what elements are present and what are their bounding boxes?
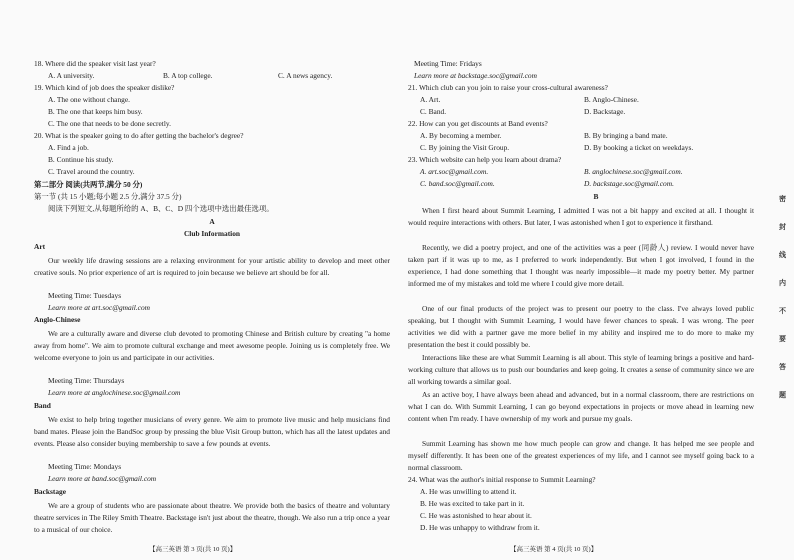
page-footer-right: 【高三英语 第 4 页(共 10 页)】 — [510, 546, 598, 553]
q19-stem: 19. Which kind of job does the speaker dislike? — [34, 83, 175, 92]
q24-option-b[interactable]: B. He was excited to take part in it. — [420, 499, 525, 508]
seal-line-notice — [776, 0, 794, 560]
q20-option-c[interactable]: C. Travel around the country. — [48, 167, 135, 176]
q24-stem: 24. What was the author's initial response to Summit Learning? — [408, 475, 596, 484]
passage-a-title: Club Information — [183, 229, 241, 238]
seal-char: 内 — [779, 279, 786, 287]
backstage-more: Learn more at backstage.soc@gmail.com — [414, 71, 537, 80]
q18-option-a[interactable]: A. A university. — [48, 71, 95, 80]
q24-option-a[interactable]: A. He was unwilling to attend it. — [420, 487, 517, 496]
q19-option-b[interactable]: B. The one that keeps him busy. — [48, 107, 143, 116]
passage-b-p2: Recently, we did a poetry project, and one of the activities was a peer (同龄人) review. I would never have taken part if it was up to me, as I preferred to work independently. But when I got involved, I found in the experience, I had done something that I thought was nearly impossible—it made my poetry better. My partner informed me of my mistakes and told me where I could give more detail. — [408, 243, 754, 289]
q23-option-c[interactable]: C. band.soc@gmail.com. — [420, 179, 495, 188]
q22-option-d[interactable]: D. By booking a ticket on weekdays. — [584, 143, 694, 152]
anglo-chinese-time: Meeting Time: Thursdays — [48, 376, 125, 385]
q20-stem: 20. What is the speaker going to do after getting the bachelor's degree? — [34, 131, 244, 140]
anglo-chinese-heading: Anglo-Chinese — [34, 315, 81, 324]
section1-heading: 第一节 (共 15 小题;每小题 2.5 分,满分 37.5 分) — [34, 192, 182, 201]
band-time: Meeting Time: Mondays — [48, 462, 122, 471]
q24-option-c[interactable]: C. He was astonished to hear about it. — [420, 511, 532, 520]
passage-a-letter: A — [209, 217, 215, 226]
anglo-chinese-text: We are a culturally aware and diverse club devoted to promoting Chinese and British culture by creating "a home away from home". We aim to promote cultural exchange and meet awesome people. Joining us is completely free. We welcome everyone to join us and participate in our activities. — [34, 329, 390, 363]
passage-b-p4: Interactions like these are what Summit Learning is all about. This style of learning brings a positive and hard-working culture that allows us to push our boundaries and keep going. It creates a sense of community since we are all working towards a similar goal. — [408, 353, 754, 387]
q18-option-b[interactable]: B. A top college. — [163, 71, 213, 80]
q22-option-b[interactable]: B. By bringing a band mate. — [584, 131, 668, 140]
art-more: Learn more at art.soc@gmail.com — [48, 303, 150, 312]
backstage-text: We are a group of students who are passionate about theatre. We provide both the basics of theatre and voluntary theatre services in The Riley Smith Theatre. Backstage isn't just about the theatre, though. We also run a trip once a year to a musical of our choice. — [34, 501, 390, 535]
seal-char: 不 — [779, 307, 786, 315]
q21-option-c[interactable]: C. Band. — [420, 107, 447, 116]
q18-option-c[interactable]: C. A news agency. — [278, 71, 333, 80]
q20-option-a[interactable]: A. Find a job. — [48, 143, 89, 152]
backstage-time: Meeting Time: Fridays — [414, 59, 482, 68]
q22-option-c[interactable]: C. By joining the Visit Group. — [420, 143, 510, 152]
passage-b-letter: B — [593, 192, 599, 201]
passage-b-p3: One of our final products of the project was to present our poetry to the class. I've always loved public speaking, but I thought with Summit Learning, I would have fewer chances to speak. I was wrong. The peer activities we did with a partner gave me more belief in my ability and inspired me to do more to make my presentation the best it could possibly be. — [408, 304, 754, 350]
part2-heading: 第二部分 阅读(共两节,满分 50 分) — [34, 180, 143, 189]
passage-b-p1: When I first heard about Summit Learning, I admitted I was not a bit happy and excited at all. I thought it would require interactions with others. But later, I was astonished when I got to experience it firsthand. — [408, 206, 754, 228]
q23-option-b[interactable]: B. anglochinese.soc@gmail.com. — [584, 167, 683, 176]
q24-option-d[interactable]: D. He was unhappy to withdraw from it. — [420, 523, 540, 532]
instruction: 阅读下列短文,从每题所给的 A、B、C、D 四个选项中选出最佳选项。 — [48, 204, 274, 213]
q21-option-d[interactable]: D. Backstage. — [584, 107, 626, 116]
passage-b-p6: Summit Learning has shown me how much people can grow and change. It has helped me see people and myself differently. It has been one of the greatest experiences of my life, and I cannot see myself going back to a normal classroom. — [408, 439, 754, 473]
band-more: Learn more at band.soc@gmail.com — [48, 474, 157, 483]
q22-stem: 22. How can you get discounts at Band events? — [408, 119, 548, 128]
anglo-chinese-more: Learn more at anglochinese.soc@gmail.com — [48, 388, 181, 397]
q21-option-a[interactable]: A. Art. — [420, 95, 441, 104]
seal-char: 答 — [779, 363, 786, 371]
band-text: We exist to help bring together musicians of every genre. We aim to promote live music and help musicians find band mates. Please join the BandSoc group by pressing the blue Visit Group button, which has all the latest updates and events. Please also consider buying membership to save a few pounds at events. — [34, 415, 390, 449]
q19-option-c[interactable]: C. The one that needs to be done secretly. — [48, 119, 171, 128]
q22-option-a[interactable]: A. By becoming a member. — [420, 131, 502, 140]
art-text: Our weekly life drawing sessions are a relaxing environment for your artistic ability to develop and meet other creative souls. No prior experience of art is required to join because we believe art should be for all. — [34, 256, 390, 278]
backstage-heading: Backstage — [34, 487, 67, 496]
band-heading: Band — [34, 401, 51, 410]
q23-option-d[interactable]: D. backstage.soc@gmail.com. — [584, 179, 674, 188]
seal-char: 题 — [779, 391, 786, 399]
seal-char: 密 — [779, 195, 786, 203]
seal-char: 要 — [779, 335, 786, 343]
q23-option-a[interactable]: A. art.soc@gmail.com. — [420, 167, 489, 176]
q20-option-b[interactable]: B. Continue his study. — [48, 155, 114, 164]
passage-b-p5: As an active boy, I have always been ahead and advanced, but in a normal classroom, there are restrictions on what I can do. With Summit Learning, I can go beyond expectations in projects or move ahead in learning new content when I'm ready. I have ownership of my work and pursue my goals. — [408, 390, 754, 424]
q19-option-a[interactable]: A. The one without change. — [48, 95, 130, 104]
art-time: Meeting Time: Tuesdays — [48, 291, 122, 300]
page-footer-left: 【高三英语 第 3 页(共 10 页)】 — [149, 546, 237, 553]
q21-stem: 21. Which club can you join to raise your cross-cultural awareness? — [408, 83, 608, 92]
seal-char: 封 — [779, 223, 786, 231]
q21-option-b[interactable]: B. Anglo-Chinese. — [584, 95, 639, 104]
q18-stem: 18. Where did the speaker visit last year? — [34, 59, 156, 68]
seal-char: 线 — [779, 251, 786, 259]
q23-stem: 23. Which website can help you learn about drama? — [408, 155, 562, 164]
art-heading: Art — [34, 242, 46, 251]
